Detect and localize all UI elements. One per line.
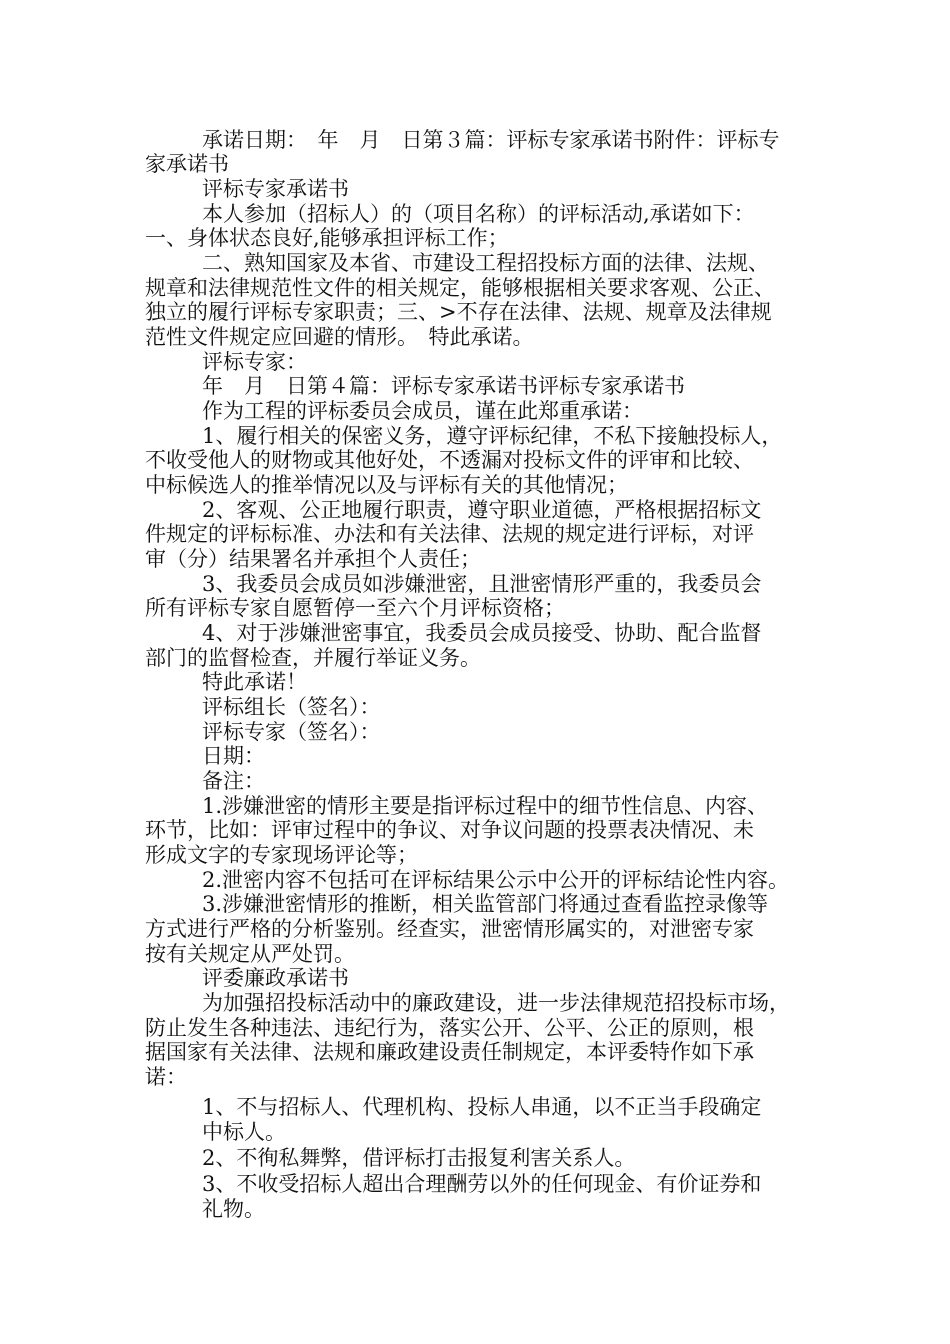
text-line: 2.泄密内容不包括可在评标结果公示中公开的评标结论性内容。 [202, 868, 790, 892]
text-line: 环节，比如：评审过程中的争议、对争议问题的投票表决情况、未 [145, 818, 754, 842]
text-line: 部门的监督检查，并履行举证义务。 [145, 646, 481, 670]
section-title: 评委廉政承诺书 [202, 966, 349, 990]
text-line: 2、客观、公正地履行职责，遵守职业道德，严格根据招标文 [202, 498, 762, 522]
text-line: 承诺日期： 年 月 日第３篇：评标专家承诺书附件：评标专 [202, 128, 780, 152]
text-line: 形成文字的专家现场评论等； [145, 843, 418, 867]
text-line: 1、履行相关的保密义务，遵守评标纪律，不私下接触投标人， [202, 424, 783, 448]
text-line: 1.涉嫌泄密的情形主要是指评标过程中的细节性信息、内容、 [202, 794, 769, 818]
text-line: 件规定的评标标准、办法和有关法律、法规的规定进行评标，对评 [145, 522, 754, 546]
text-line: 中标候选人的推举情况以及与评标有关的其他情况； [145, 473, 628, 497]
text-line: 为加强招投标活动中的廉政建设，进一步法律规范招投标市场， [202, 991, 790, 1015]
text-line: 3、我委员会成员如涉嫌泄密，且泄密情形严重的，我委员会 [202, 572, 762, 596]
text-line: 作为工程的评标委员会成员，谨在此郑重承诺： [202, 399, 643, 423]
text-line: 3、不收受招标人超出合理酬劳以外的任何现金、有价证券和 [202, 1172, 762, 1196]
text-line: 诺： [145, 1065, 187, 1089]
text-line: 独立的履行评标专家职责；三、>不存在法律、法规、规章及法律规 [145, 300, 772, 324]
text-line: 礼物。 [202, 1197, 265, 1221]
text-line: 审（分）结果署名并承担个人责任； [145, 547, 481, 571]
text-line: 所有评标专家自愿暂停一至六个月评标资格； [145, 596, 565, 620]
text-line: 评标组长（签名）： [202, 695, 381, 719]
text-line: 规章和法律规范性文件的相关规定，能够根据相关要求客观、公正、 [145, 276, 775, 300]
text-line: 特此承诺！ [202, 670, 307, 694]
text-line: 评标专家： [202, 350, 307, 374]
text-line: 按有关规定从严处罚。 [145, 942, 355, 966]
text-line: 本人参加（招标人）的（项目名称）的评标活动,承诺如下： [202, 202, 755, 226]
text-line: 方式进行严格的分析鉴别。经查实，泄密情形属实的，对泄密专家 [145, 917, 754, 941]
text-line: 据国家有关法律、法规和廉政建设责任制规定，本评委特作如下承 [145, 1040, 754, 1064]
section-title: 评标专家承诺书 [202, 177, 349, 201]
text-line: 中标人。 [202, 1120, 286, 1144]
text-line: 不收受他人的财物或其他好处，不透漏对投标文件的评审和比较、 [145, 448, 754, 472]
text-line: 1、不与招标人、代理机构、投标人串通，以不正当手段确定 [202, 1095, 762, 1119]
text-line: 一、身体状态良好,能够承担评标工作； [145, 226, 509, 250]
text-line: 评标专家（签名）： [202, 720, 381, 744]
text-line: 年 月 日第４篇：评标专家承诺书评标专家承诺书 [202, 374, 685, 398]
text-line: 二、熟知国家及本省、市建设工程招投标方面的法律、法规、 [202, 251, 769, 275]
text-line: 4、对于涉嫌泄密事宜，我委员会成员接受、协助、配合监督 [202, 621, 762, 645]
text-line: 2、不徇私舞弊，借评标打击报复利害关系人。 [202, 1146, 636, 1170]
text-line: 日期： [202, 744, 265, 768]
text-line: 防止发生各种违法、违纪行为，落实公开、公平、公正的原则，根 [145, 1016, 754, 1040]
text-line: 家承诺书 [145, 152, 229, 176]
text-line: 3.涉嫌泄密情形的推断，相关监管部门将通过查看监控录像等 [202, 892, 769, 916]
text-line: 备注： [202, 769, 265, 793]
text-line: 范性文件规定应回避的情形。 特此承诺。 [145, 325, 534, 349]
